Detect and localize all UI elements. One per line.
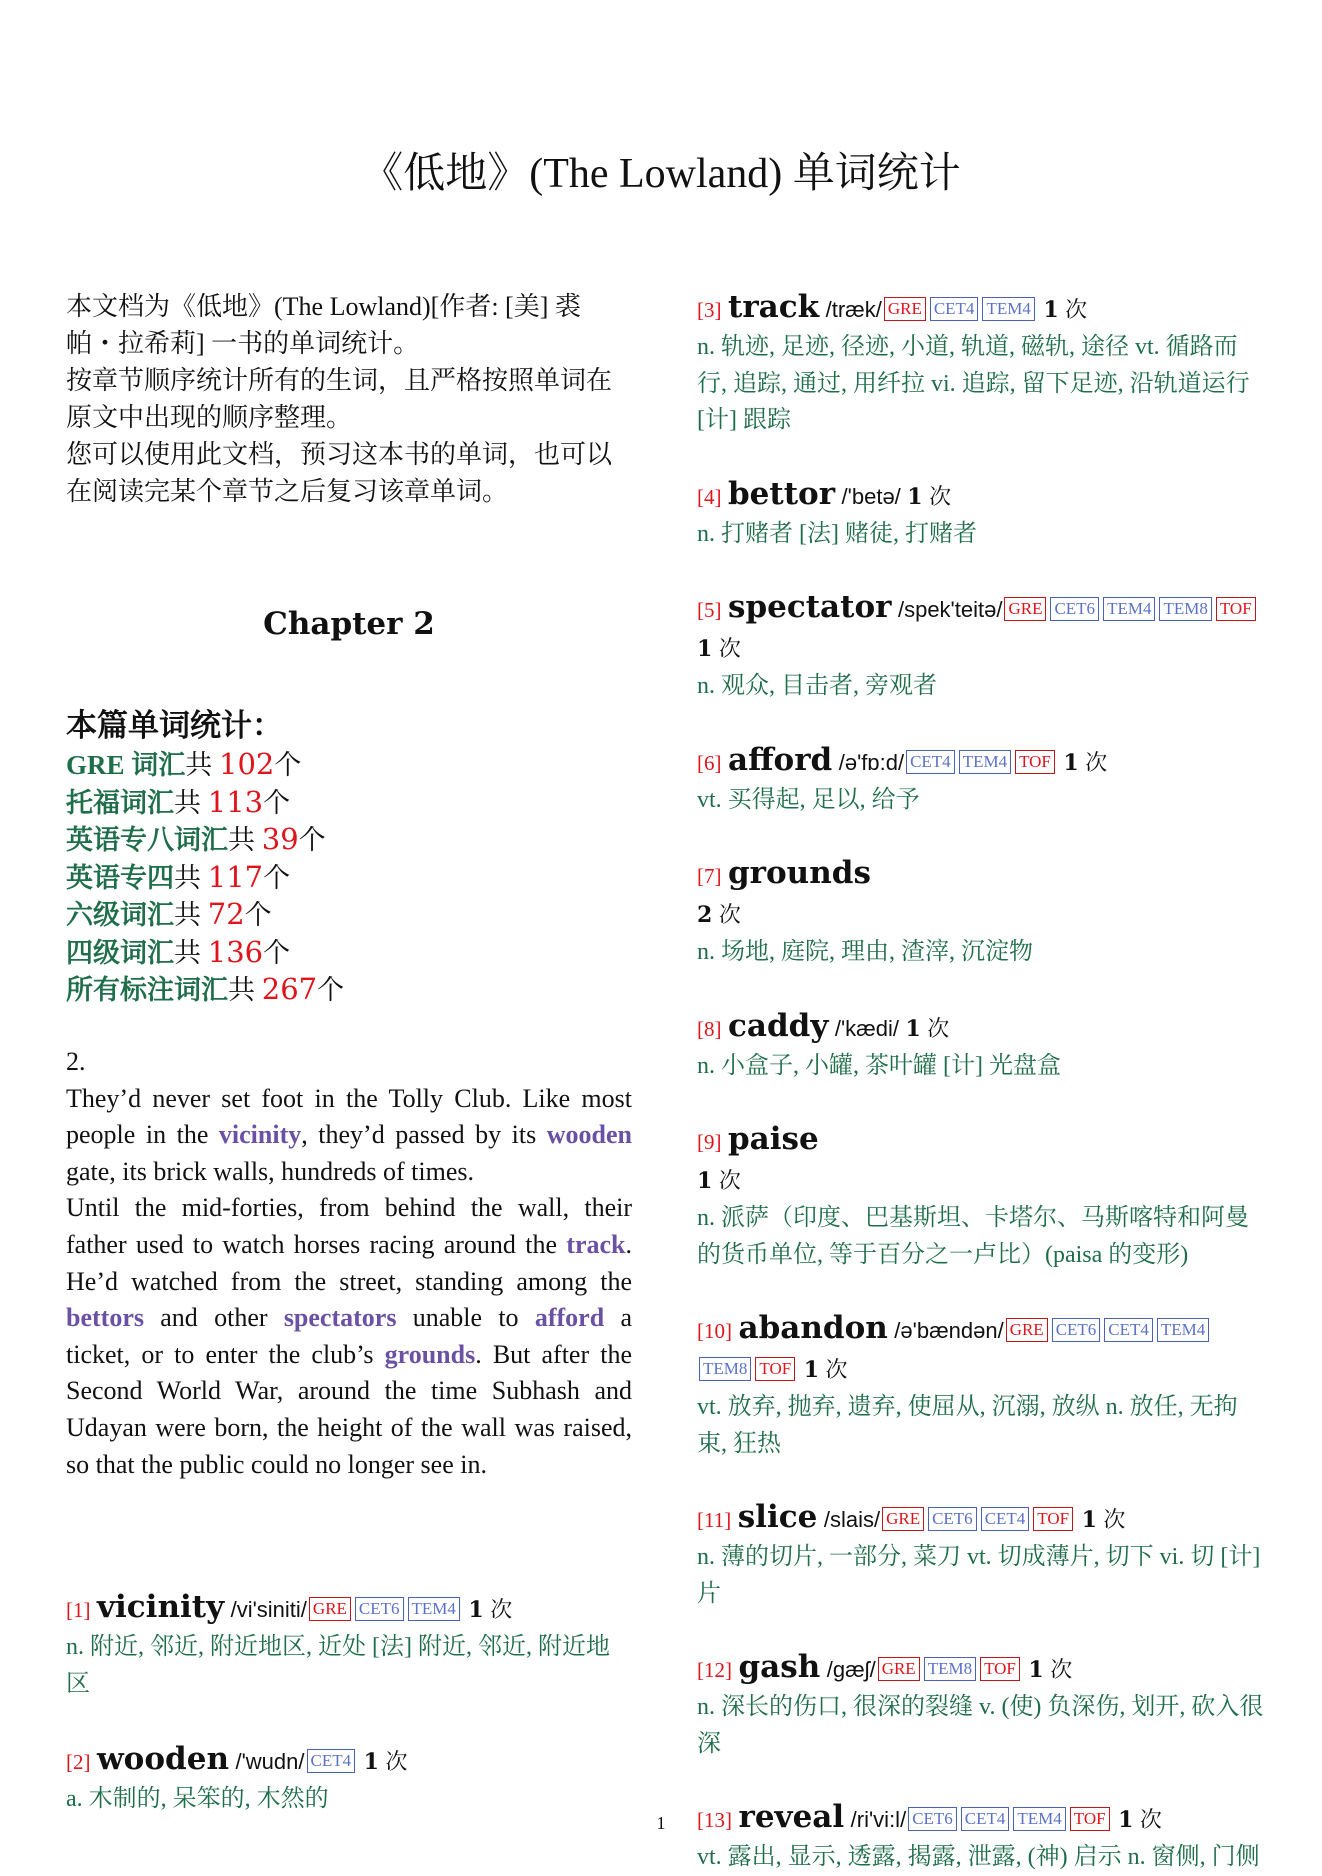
- entry-definition: a. 木制的, 呆笨的, 木然的: [66, 1786, 329, 1812]
- entry-count: 1: [363, 1749, 379, 1775]
- stat-suffix: 共: [174, 787, 208, 818]
- stat-value: 117: [207, 859, 264, 894]
- entry-index: [2]: [66, 1750, 91, 1774]
- entry-head: [697, 1007, 1267, 1048]
- entry-definition: vt. 放弃, 抛弃, 遗弃, 使屈从, 沉溺, 放纵 n. 放任, 无拘束, 狂热: [697, 1394, 1238, 1457]
- word-entry: [697, 475, 1267, 553]
- entry-count: 1: [905, 1015, 921, 1042]
- entry-phonetic: /'betə/: [841, 483, 901, 509]
- stat-unit: 个: [263, 937, 291, 968]
- entry-phonetic: /ə'bændən/: [894, 1318, 1004, 1343]
- stat-line: [66, 934, 344, 972]
- stat-label: 托福词汇: [66, 787, 174, 818]
- stat-value: 39: [261, 822, 299, 856]
- entry-index: [9]: [697, 1130, 722, 1154]
- highlighted-word: vicinity: [218, 1120, 302, 1150]
- exam-tag-tof: TOF: [755, 1357, 795, 1381]
- entry-word: afford: [728, 741, 833, 778]
- stat-label: 英语专八词汇: [66, 825, 228, 855]
- word-entry: [697, 1498, 1267, 1612]
- exam-tag-tem4: TEM4: [408, 1597, 460, 1621]
- document-title: 《低地》(The Lowland) 单词统计: [361, 151, 961, 197]
- exam-tag-cet4: CET4: [906, 750, 955, 774]
- exam-tag-tof: TOF: [1015, 750, 1055, 774]
- entry-head: [697, 588, 1267, 668]
- exam-tag-cet6: CET6: [908, 1807, 957, 1831]
- entry-count-unit: 次: [718, 636, 741, 661]
- entry-count-unit: 次: [1139, 1807, 1162, 1832]
- stat-value: 102: [219, 747, 275, 781]
- entry-count-unit: 次: [1103, 1507, 1126, 1532]
- entry-head: [697, 475, 1267, 516]
- stat-unit: 个: [263, 862, 291, 893]
- exam-tag-cet4: CET4: [961, 1807, 1010, 1831]
- entry-count-unit: 次: [825, 1357, 848, 1382]
- entry-count-unit: 次: [1050, 1657, 1073, 1682]
- stat-suffix: 共: [185, 750, 220, 780]
- entry-index: [10]: [697, 1319, 732, 1343]
- exam-tag-gre: GRE: [884, 297, 926, 321]
- word-entry: [697, 288, 1267, 439]
- entry-phonetic: /vi'siniti/: [230, 1597, 307, 1622]
- entry-phonetic: /træk/: [825, 297, 882, 322]
- entry-head: [697, 1309, 1267, 1389]
- entry-definition: n. 附近, 邻近, 附近地区, 近处 [法] 附近, 邻近, 附近地区: [66, 1634, 610, 1697]
- entry-word: bettor: [728, 475, 836, 512]
- entry-definition: n. 轨迹, 足迹, 径迹, 小道, 轨道, 磁轨, 途径 vt. 循路而行, 追踪, 通过, 用纤拉 vi. 追踪, 留下足迹, 沿轨道运行 [计] 跟踪: [697, 334, 1250, 433]
- entry-word: vicinity: [97, 1589, 225, 1625]
- stat-label: 四级词汇: [66, 937, 174, 968]
- entry-index: [1]: [66, 1598, 91, 1622]
- entry-phonetic: /ə'fɒ:d/: [838, 749, 905, 775]
- entry-count: 2: [697, 902, 713, 928]
- stat-line: [66, 896, 344, 934]
- stat-unit: 个: [317, 975, 345, 1005]
- word-entry: [697, 1648, 1267, 1762]
- entry-count-unit: 次: [490, 1597, 513, 1622]
- entry-word: grounds: [728, 855, 871, 891]
- exam-tag-gre: GRE: [878, 1657, 920, 1681]
- exam-tag-gre: GRE: [309, 1597, 351, 1621]
- word-stats: [66, 706, 344, 1009]
- left-column-flow: [66, 0, 632, 1870]
- stat-value: 136: [207, 934, 264, 969]
- exam-tag-tem4: TEM4: [959, 750, 1011, 774]
- entry-phonetic: /'kædi/: [834, 1015, 899, 1041]
- stat-unit: 个: [274, 750, 302, 780]
- entry-index: [12]: [697, 1658, 732, 1682]
- highlighted-word: grounds: [384, 1339, 476, 1369]
- stat-line: [66, 821, 344, 859]
- stat-suffix: 共: [174, 900, 208, 930]
- stat-label: 六级词汇: [66, 900, 174, 930]
- entry-count-unit: 次: [385, 1749, 408, 1774]
- entry-count-unit: 次: [927, 1015, 950, 1041]
- entry-definition: vt. 露出, 显示, 透露, 揭露, 泄露, (神) 启示 n. 窗侧, 门侧: [697, 1844, 1260, 1870]
- highlighted-word: bettors: [66, 1303, 144, 1333]
- entry-count-unit: 次: [929, 483, 952, 509]
- entry-head: [697, 741, 1267, 782]
- intro-line: 本文档为《低地》(The Lowland)[作者: [美] 裘帕・拉希莉] 一书的单词统计。: [66, 292, 581, 358]
- exam-tag-cet4: CET4: [307, 1749, 356, 1773]
- entry-word: wooden: [97, 1741, 229, 1777]
- stats-lines: [66, 746, 344, 1009]
- stat-line: [66, 746, 344, 784]
- entry-definition: n. 打赌者 [法] 赌徒, 打赌者: [697, 520, 977, 547]
- page-number: 1: [656, 1813, 666, 1833]
- entry-index: [8]: [697, 1016, 722, 1041]
- entry-index: [3]: [697, 298, 722, 322]
- intro-line: 按章节顺序统计所有的生词，且严格按照单词在原文中出现的顺序整理。: [66, 366, 613, 432]
- entry-word: track: [728, 289, 820, 325]
- entry-phonetic: /'wudn/: [235, 1749, 305, 1774]
- stat-suffix: 共: [228, 825, 262, 855]
- exam-tag-cet6: CET6: [928, 1507, 977, 1531]
- word-entry: [697, 1120, 1267, 1273]
- entry-count-unit: 次: [1065, 297, 1088, 322]
- exam-tag-tem8: TEM8: [924, 1657, 976, 1681]
- stat-value: 267: [261, 972, 318, 1006]
- stat-unit: 个: [244, 900, 272, 930]
- stat-label: 英语专四: [66, 862, 174, 893]
- stat-line: [66, 971, 344, 1009]
- entry-count: 1: [1043, 297, 1059, 323]
- exam-tag-gre: GRE: [882, 1507, 924, 1531]
- entry-word: gash: [738, 1649, 821, 1685]
- entry-count: 1: [1063, 749, 1079, 776]
- entry-head: [66, 1740, 632, 1781]
- word-entry: [697, 854, 1267, 971]
- stat-suffix: 共: [174, 937, 208, 968]
- entry-phonetic: /slais/: [823, 1507, 881, 1532]
- stat-unit: 个: [298, 825, 326, 855]
- entry-phonetic: /spek'teitə/: [897, 597, 1003, 622]
- word-entries-left: [66, 1588, 632, 1818]
- exam-tag-tof: TOF: [1033, 1507, 1073, 1531]
- passage-paragraph: They’d never set foot in the Tolly Club. Like most people in the vicinity, they’d passed by its wooden gate, its brick walls, hundreds of times.: [66, 1083, 632, 1186]
- entry-index: [11]: [697, 1508, 732, 1532]
- entry-word: reveal: [738, 1799, 845, 1835]
- entry-count-unit: 次: [718, 1168, 741, 1193]
- exam-tag-tem4: TEM4: [1013, 1807, 1065, 1831]
- word-entry: [697, 588, 1267, 705]
- entry-index: [7]: [697, 864, 722, 888]
- entry-count-unit: 次: [718, 902, 741, 927]
- entry-head: [697, 854, 1267, 934]
- entry-definition: vt. 买得起, 足以, 给予: [697, 786, 920, 813]
- entry-count: 1: [468, 1597, 484, 1623]
- passage-number: 2.: [66, 1047, 86, 1076]
- stat-label: 所有标注词汇: [66, 975, 228, 1005]
- entry-count: 1: [1028, 1657, 1044, 1683]
- highlighted-word: spectators: [283, 1303, 397, 1333]
- entry-definition: n. 观众, 目击者, 旁观者: [697, 673, 937, 699]
- exam-tag-tem4: TEM4: [982, 297, 1034, 321]
- exam-tag-tem4: TEM4: [1103, 597, 1155, 621]
- entry-count: 1: [1081, 1507, 1097, 1533]
- exam-tag-cet4: CET4: [1104, 1318, 1153, 1342]
- entry-definition: n. 场地, 庭院, 理由, 渣滓, 沉淀物: [697, 939, 1033, 965]
- word-entry: [697, 1309, 1267, 1462]
- entry-head: [66, 1588, 632, 1629]
- entry-head: [697, 1498, 1267, 1539]
- word-entry: [697, 1798, 1267, 1876]
- chapter-heading: Chapter 2: [263, 606, 435, 642]
- exam-tag-tem8: TEM8: [1159, 597, 1211, 621]
- entry-word: abandon: [738, 1310, 888, 1346]
- entry-phonetic: /ri'vi:l/: [850, 1807, 907, 1832]
- entry-definition: n. 薄的切片, 一部分, 菜刀 vt. 切成薄片, 切下 vi. 切 [计] 片: [697, 1544, 1261, 1607]
- entry-definition: n. 派萨（印度、巴基斯坦、卡塔尔、马斯喀特和阿曼的货币单位, 等于百分之一卢比）(paisa 的变形): [697, 1205, 1249, 1268]
- entry-word: slice: [737, 1499, 818, 1535]
- entry-count: 1: [697, 636, 713, 662]
- word-entry: [697, 1007, 1267, 1085]
- stat-label: GRE 词汇: [66, 750, 186, 780]
- highlighted-word: wooden: [546, 1120, 632, 1150]
- stat-suffix: 共: [174, 862, 208, 893]
- stat-line: [66, 859, 344, 897]
- entry-head: [697, 288, 1267, 329]
- entry-word: caddy: [728, 1007, 829, 1044]
- entry-word: paise: [728, 1121, 819, 1157]
- word-entry: [66, 1588, 632, 1702]
- entry-head: [697, 1648, 1267, 1689]
- exam-tag-tem4: TEM4: [1157, 1318, 1209, 1342]
- entry-count: 1: [803, 1357, 820, 1383]
- exam-tag-cet6: CET6: [1052, 1318, 1101, 1342]
- entry-index: [13]: [697, 1808, 732, 1832]
- highlighted-word: afford: [534, 1303, 605, 1333]
- exam-tag-cet6: CET6: [1050, 597, 1099, 621]
- entry-definition: n. 深长的伤口, 很深的裂缝 v. (使) 负深伤, 划开, 砍入很深: [697, 1694, 1264, 1757]
- stats-title: 本篇单词统计：: [66, 708, 283, 743]
- entry-index: [5]: [697, 598, 722, 622]
- word-entry: [697, 741, 1267, 819]
- word-entries-right: [697, 288, 1267, 1876]
- stat-value: 113: [207, 784, 264, 819]
- entry-count-unit: 次: [1085, 749, 1108, 775]
- entry-count: 1: [1118, 1807, 1134, 1833]
- stat-line: [66, 784, 344, 822]
- passage-paragraph: Until the mid-forties, from behind the wall, their father used to watch horses racing around the track. He’d watched from the street, standing among the bettors and other spectators unable to afford a ticket, or to enter the club’s grounds. But after the Second World War, around the time Subhash and Udayan were born, the height of the wall was raised, so that the public could no longer see in.: [66, 1193, 633, 1479]
- word-entry: [66, 1740, 632, 1818]
- passage: [66, 1044, 632, 1483]
- stat-suffix: 共: [228, 975, 262, 1005]
- entry-count: 1: [697, 1168, 713, 1194]
- entry-count: 1: [907, 483, 923, 510]
- exam-tag-cet4: CET4: [981, 1507, 1030, 1531]
- entry-index: [4]: [697, 484, 722, 509]
- exam-tag-tof: TOF: [1070, 1807, 1110, 1831]
- exam-tag-tem8: TEM8: [699, 1357, 751, 1381]
- entry-head: [697, 1120, 1267, 1200]
- exam-tag-gre: GRE: [1006, 1318, 1048, 1342]
- exam-tag-cet6: CET6: [355, 1597, 404, 1621]
- entry-word: spectator: [728, 589, 892, 625]
- stat-value: 72: [207, 897, 245, 931]
- exam-tag-tof: TOF: [980, 1657, 1020, 1681]
- entry-index: [6]: [697, 750, 722, 775]
- stat-unit: 个: [263, 787, 291, 818]
- exam-tag-tof: TOF: [1216, 597, 1256, 621]
- intro-line: 您可以使用此文档，预习这本书的单词，也可以在阅读完某个章节之后复习该章单词。: [66, 440, 613, 506]
- entry-definition: n. 小盒子, 小罐, 茶叶罐 [计] 光盘盒: [697, 1052, 1061, 1079]
- exam-tag-gre: GRE: [1004, 597, 1046, 621]
- exam-tag-cet4: CET4: [930, 297, 979, 321]
- highlighted-word: track: [566, 1229, 626, 1259]
- entry-phonetic: /gæʃ/: [826, 1657, 876, 1682]
